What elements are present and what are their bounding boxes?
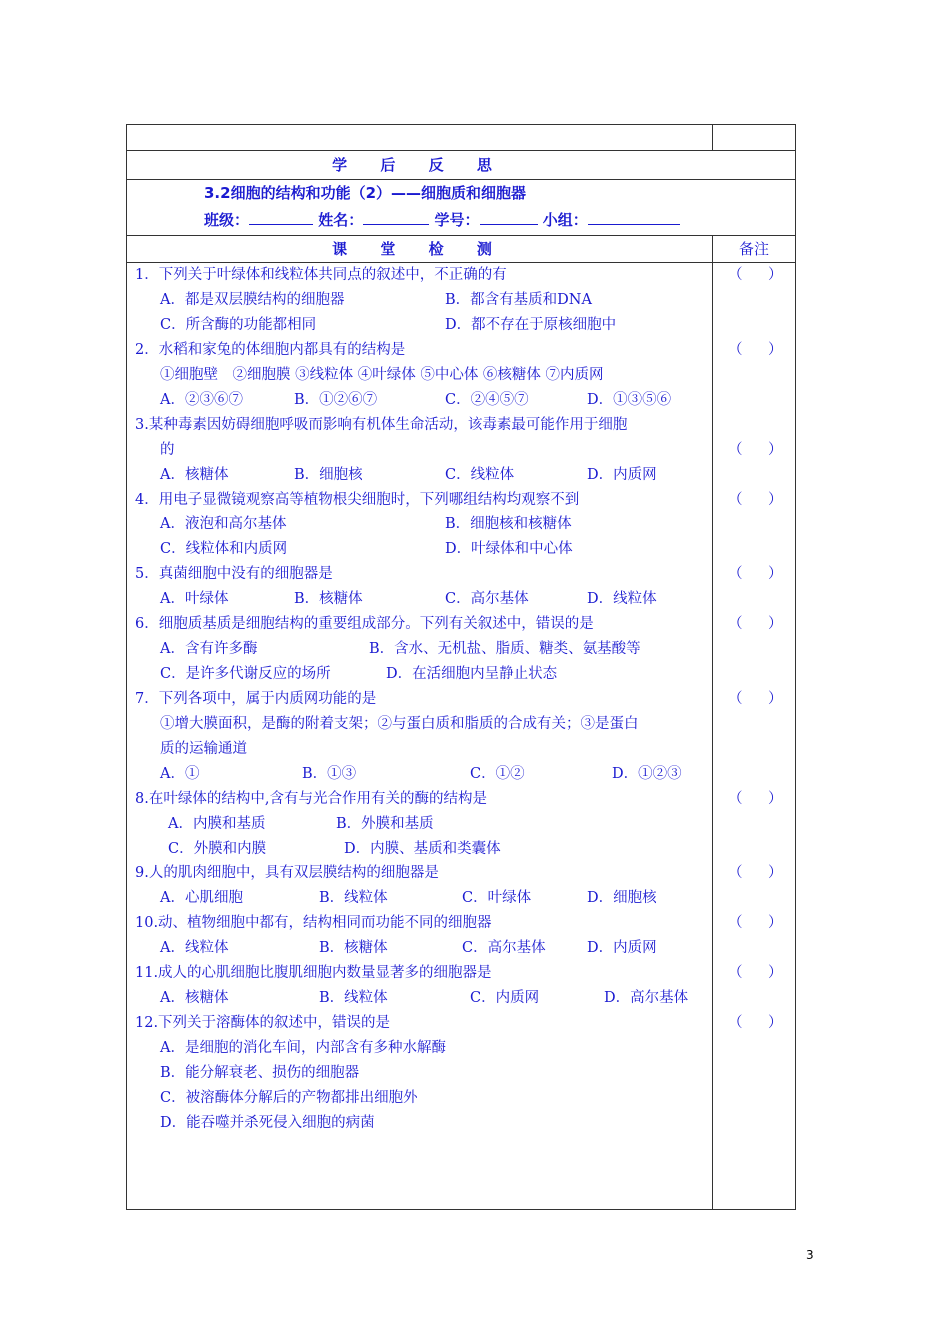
- option-9a: A．心肌细胞: [160, 890, 243, 906]
- option-4a: A．液泡和高尔基体: [160, 516, 287, 532]
- option-8c: C．外膜和内膜: [168, 841, 267, 857]
- question-7: 7．下列各项中，属于内质网功能的是: [135, 691, 377, 707]
- option-1d: D．都不存在于原核细胞中: [445, 317, 617, 333]
- student-id-field[interactable]: [480, 210, 538, 225]
- group-label: 小组：: [542, 211, 588, 229]
- student-info-line: [204, 209, 680, 230]
- question-9: 9.人的肌肉细胞中，具有双层膜结构的细胞器是: [135, 865, 439, 881]
- option-10c: C．高尔基体: [462, 940, 546, 956]
- option-3c: C．线粒体: [445, 467, 515, 483]
- option-5a: A．叶绿体: [160, 591, 229, 607]
- option-7d: D．①②③: [612, 766, 682, 782]
- option-1c: C．所含酶的功能都相同: [160, 317, 317, 333]
- option-8a: A．内膜和基质: [168, 816, 266, 832]
- section-heading: 课 堂 检 测: [332, 240, 506, 258]
- question-11: 11.成人的心肌细胞比腹肌细胞内数量显著多的细胞器是: [135, 965, 492, 981]
- reflection-heading: 学 后 反 思: [332, 156, 506, 174]
- class-field[interactable]: [249, 210, 313, 225]
- row-divider: [126, 150, 796, 151]
- option-11b: B．线粒体: [319, 990, 388, 1006]
- option-12b: B．能分解衰老、损伤的细胞器: [160, 1065, 360, 1081]
- question-1: 1．下列关于叶绿体和线粒体共同点的叙述中，不正确的有: [135, 267, 507, 283]
- option-12c: C．被溶酶体分解后的产物都排出细胞外: [160, 1090, 418, 1106]
- question-3: 3.某种毒素因妨碍细胞呼吸而影响有机体生命活动，该毒素最可能作用于细胞: [135, 417, 628, 433]
- name-field[interactable]: [363, 210, 429, 225]
- option-12a: A．是细胞的消化车间，内部含有多种水解酶: [160, 1040, 446, 1056]
- option-6d: D．在活细胞内呈静止状态: [386, 666, 558, 682]
- option-7b: B．①③: [302, 766, 357, 782]
- column-divider: [712, 124, 713, 151]
- option-11a: A．核糖体: [160, 990, 229, 1006]
- option-3d: D．内质网: [587, 467, 657, 483]
- option-2d: D．①③⑤⑥: [587, 392, 672, 408]
- option-11d: D．高尔基体: [604, 990, 689, 1006]
- option-7a: A．①: [160, 766, 200, 782]
- option-9b: B．线粒体: [319, 890, 388, 906]
- page-number: 3: [806, 1248, 814, 1262]
- question-2: 2．水稻和家兔的体细胞内都具有的结构是: [135, 342, 406, 358]
- question-8: 8.在叶绿体的结构中,含有与光合作用有关的酶的结构是: [135, 791, 487, 807]
- option-2a: A．②③⑥⑦: [160, 392, 243, 408]
- option-2b: B．①②⑥⑦: [294, 392, 378, 408]
- option-10b: B．核糖体: [319, 940, 388, 956]
- column-divider: [712, 235, 713, 1210]
- row-divider: [126, 179, 796, 180]
- name-label: 姓名：: [318, 211, 364, 229]
- worksheet-title: 3.2细胞的结构和功能（2）——细胞质和细胞器: [204, 184, 527, 202]
- option-3a: A．核糖体: [160, 467, 229, 483]
- row-divider: [126, 262, 796, 263]
- option-3b: B．细胞核: [294, 467, 363, 483]
- question-5: 5．真菌细胞中没有的细胞器是: [135, 566, 333, 582]
- question-6: 6．细胞质基质是细胞结构的重要组成部分。下列有关叙述中，错误的是: [135, 616, 594, 632]
- option-4c: C．线粒体和内质网: [160, 541, 288, 557]
- option-8d: D．内膜、基质和类囊体: [344, 841, 501, 857]
- option-6a: A．含有许多酶: [160, 641, 258, 657]
- question-4: 4．用电子显微镜观察高等植物根尖细胞时，下列哪组结构均观察不到: [135, 492, 580, 508]
- option-5b: B．核糖体: [294, 591, 363, 607]
- question-3-cont: 的: [160, 442, 175, 458]
- option-10a: A．线粒体: [160, 940, 229, 956]
- option-9d: D．细胞核: [587, 890, 657, 906]
- option-12d: D．能吞噬并杀死侵入细胞的病菌: [160, 1115, 375, 1131]
- note-column-heading: 备注: [738, 240, 769, 258]
- option-6c: C．是许多代谢反应的场所: [160, 666, 331, 682]
- group-field[interactable]: [588, 210, 680, 225]
- option-9c: C．叶绿体: [462, 890, 532, 906]
- option-1a: A．都是双层膜结构的细胞器: [160, 292, 345, 308]
- row-divider: [126, 235, 796, 236]
- option-1b: B．都含有基质和DNA: [445, 292, 592, 308]
- option-5c: C．高尔基体: [445, 591, 529, 607]
- option-8b: B．外膜和基质: [336, 816, 434, 832]
- question-7-items-cont: 质的运输通道: [160, 741, 247, 757]
- option-7c: C．①②: [470, 766, 525, 782]
- class-label: 班级：: [204, 211, 250, 229]
- option-2c: C．②④⑤⑦: [445, 392, 529, 408]
- option-5d: D．线粒体: [587, 591, 657, 607]
- question-12: 12.下列关于溶酶体的叙述中，错误的是: [135, 1015, 391, 1031]
- id-label: 学号：: [434, 211, 480, 229]
- option-4b: B．细胞核和核糖体: [445, 516, 572, 532]
- option-6b: B．含水、无机盐、脂质、糖类、氨基酸等: [369, 641, 641, 657]
- option-11c: C．内质网: [470, 990, 540, 1006]
- question-2-items: ①细胞壁 ②细胞膜 ③线粒体 ④叶绿体 ⑤中心体 ⑥核糖体 ⑦内质网: [160, 367, 604, 383]
- option-4d: D．叶绿体和中心体: [445, 541, 573, 557]
- option-10d: D．内质网: [587, 940, 657, 956]
- question-7-items: ①增大膜面积，是酶的附着支架；②与蛋白质和脂质的合成有关；③是蛋白: [160, 716, 639, 732]
- question-10: 10.动、植物细胞中都有，结构相同而功能不同的细胞器: [135, 915, 492, 931]
